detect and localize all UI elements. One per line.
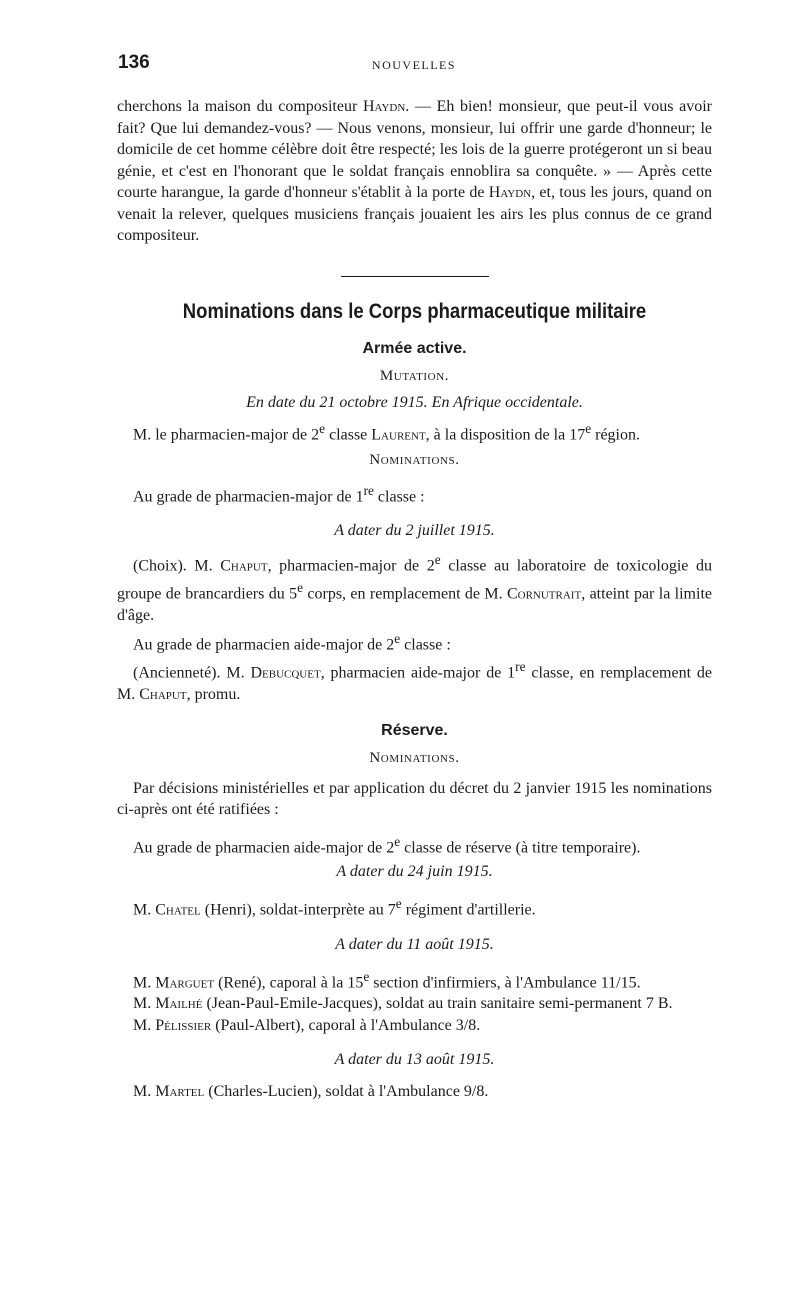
decree-paragraph: Par décisions ministérielles et par application du décret du 2 janvier 1915 les nominations ci-après ont été ratifiées : xyxy=(117,779,712,819)
person-name: Cornutrait xyxy=(506,585,582,603)
section-divider xyxy=(341,276,489,277)
person-name: Pélissier xyxy=(155,1016,212,1034)
person-name: Marguet xyxy=(155,973,215,991)
section-title: Nominations dans le Corps pharmaceutique militaire xyxy=(182,298,647,323)
grade-line: Au grade de pharmacien-major de 1re classe : xyxy=(133,482,425,506)
subsection-heading-active: Armée active. xyxy=(362,339,467,357)
person-name: Haydn xyxy=(488,184,532,201)
intro-paragraph: cherchons la maison du compositeur Haydn. — Eh bien! monsieur, que peut-il vous avoir fait? Que lui demandez-vous? — Nous venons, monsieur, lui offrir une garde d'honneur; le domicile de cet homme célèbre doit être respecté; les lois de la guerre protégeront un si beau génie, et c'est en l'honorant que le soldat français ennoblira sa conquête. » — Après cette courte harangue, la garde d'honneur s'établit à la porte de Haydn, et, tous les jours, quand on venait la relever, quelques musiciens français jouaient les airs les plus connus de ce grand compositeur. xyxy=(117,98,713,244)
entry-chaput: (Choix). M. Chaput, pharmacien-major de 2e classe au laboratoire de toxicologie du groupe de brancardiers du 5e corps, en remplacement de M. Cornutrait, atteint par la limite d'âge. xyxy=(117,552,713,624)
person-name: Debucquet xyxy=(250,664,321,682)
date-line: A dater du 2 juillet 1915. xyxy=(334,521,495,539)
date-line: A dater du 13 août 1915. xyxy=(334,1051,495,1069)
nominations-label: Nominations. xyxy=(369,750,460,767)
entry-laurent: M. le pharmacien-major de 2e classe Laurent, à la disposition de la 17e région. xyxy=(133,420,640,443)
page-number: 136 xyxy=(118,52,150,73)
grade-line: Au grade de pharmacien aide-major de 2e classe de réserve (à titre temporaire). xyxy=(133,833,641,857)
entry-marguet: M. Marguet (René), caporal à la 15e section d'infirmiers, à l'Ambulance 11/15. xyxy=(133,968,641,991)
date-line: En date du 21 octobre 1915. En Afrique occidentale. xyxy=(246,394,583,411)
grade-line: Au grade de pharmacien aide-major de 2e classe : xyxy=(133,631,451,654)
entry-martel: M. Martel (Charles-Lucien), soldat à l'Ambulance 9/8. xyxy=(133,1082,489,1100)
mutation-label: Mutation. xyxy=(379,367,450,384)
person-name: Mailhé xyxy=(155,995,203,1013)
person-name: Martel xyxy=(155,1082,205,1100)
person-name: Chaput xyxy=(220,557,268,575)
entry-mailhe: M. Mailhé (Jean-Paul-Emile-Jacques), soldat au train sanitaire semi-permanent 7 B. xyxy=(133,995,673,1013)
person-name: Chaput xyxy=(139,685,187,703)
entry-pelissier: M. Pélissier (Paul-Albert), caporal à l'Ambulance 3/8. xyxy=(133,1016,481,1034)
date-line: A dater du 11 août 1915. xyxy=(335,936,494,954)
person-name: Laurent xyxy=(371,425,426,443)
nominations-label: Nominations. xyxy=(369,452,460,469)
running-title: NOUVELLES xyxy=(371,58,457,72)
entry-chatel: M. Chatel (Henri), soldat-interprète au 7e régiment d'artillerie. xyxy=(133,896,536,919)
entry-debucquet: (Ancienneté). M. Debucquet, pharmacien aide-major de 1re classe, en remplacement de M. Chaput, promu. xyxy=(117,659,713,703)
subsection-heading-reserve: Réserve. xyxy=(381,722,448,740)
person-name: Chatel xyxy=(155,901,201,919)
page-header xyxy=(118,52,710,76)
page-body xyxy=(117,96,712,1102)
date-line: A dater du 24 juin 1915. xyxy=(336,862,493,880)
person-name: Haydn xyxy=(362,98,406,115)
